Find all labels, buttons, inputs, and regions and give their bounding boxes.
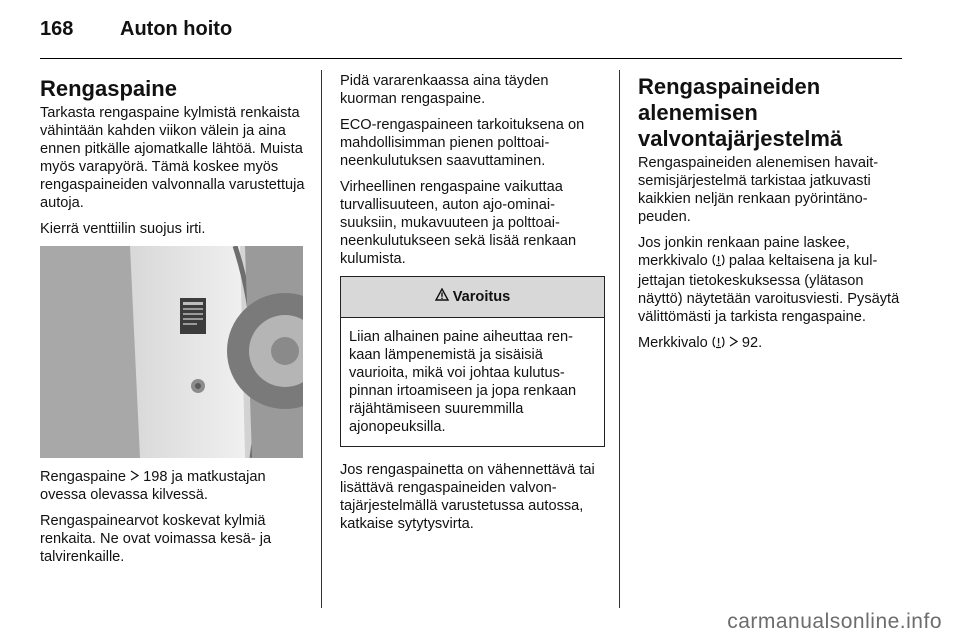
paragraph: Rengaspainearvot koskevat kylmiä renkaita. Ne ovat voimassa kesä- ja talvirenkaille. xyxy=(40,513,272,565)
column-2 xyxy=(340,72,605,541)
column-1 xyxy=(40,72,305,574)
paragraph: Jos rengaspainetta on vähennettävä tai lisättävä rengaspaineiden valvontajärjestelmällä varustetussa autossa, katkaise sytytysvirta. xyxy=(340,462,595,532)
section-title-tpms: Rengaspaineiden alenemisen valvontajärjestelmä xyxy=(638,74,843,151)
column-divider-2 xyxy=(619,70,620,608)
paragraph: Merkkivalo 92. xyxy=(638,334,906,354)
paragraph: Rengaspaine 198 ja matkustajan ovessa olevassa kilvessä. xyxy=(40,469,266,503)
page-number: 168 xyxy=(40,18,74,40)
reference-arrow-icon xyxy=(130,468,139,486)
warning-box xyxy=(340,276,605,447)
header-divider xyxy=(40,58,902,59)
warning-triangle-icon xyxy=(435,288,449,306)
warning-text: Liian alhainen paine aiheuttaa renkaan lämpenemistä ja sisäisiä vaurioita, mikä voi johtaa kulutuspinnan irtoamiseen ja jopa renkaan räjähtämiseen suuremmilla ajonopeuksilla. xyxy=(349,329,577,435)
paragraph: Rengaspaineiden alenemisen havaitsemisjärjestelmä tarkistaa jatkuvasti kaikkien neljän renkaan pyörintänopeuden. xyxy=(638,155,879,225)
warning-header xyxy=(341,277,604,318)
tire-pressure-warning-icon xyxy=(712,335,725,354)
page-header xyxy=(40,18,232,48)
paragraph: Pidä vararenkaassa aina täyden kuorman rengaspaine. xyxy=(340,73,549,107)
paragraph: Tarkasta rengaspaine kylmistä renkaista vähintään kahden viikon välein ja aina ennen pitkälle ajomatkalle lähtöä. Muista myös varapyörä. Tämä koskee myös rengaspaineiden valvonnalla varustettuja autoja. xyxy=(40,105,305,211)
column-3 xyxy=(638,72,906,362)
page-reference[interactable]: 198 xyxy=(143,469,168,485)
warning-title: Varoitus xyxy=(452,289,511,305)
reference-arrow-icon xyxy=(729,334,738,352)
section-title-rengaspaine: Rengaspaine xyxy=(40,76,177,101)
paragraph: ECO-rengaspaineen tarkoituksena on mahdollisimman pienen polttoaineenkulutuksen saavuttaminen. xyxy=(340,117,585,169)
page-reference[interactable]: 92. xyxy=(741,335,763,351)
watermark: carmanualsonline.info xyxy=(727,610,942,633)
tire-pressure-warning-icon xyxy=(712,253,725,272)
door-tire-label-photo xyxy=(40,246,303,458)
paragraph: Jos jonkin renkaan paine laskee, merkkivalo palaa keltaisena ja kuljettajan tietokeskuksessa (ylätason näyttö) näytetään varoitusviesti. Pysäytä välittömästi ja tarkista rengaspaine. xyxy=(638,235,900,325)
column-divider-1 xyxy=(321,70,322,608)
paragraph: Virheellinen rengaspaine vaikuttaa turvallisuuteen, auton ajo-ominaisuuksiin, mukavuuteen ja polttoaineenkulutukseen sekä lisää renkaan kulumista. xyxy=(340,179,577,267)
chapter-title: Auton hoito xyxy=(120,18,233,40)
paragraph: Kierrä venttiilin suojus irti. xyxy=(40,221,206,237)
